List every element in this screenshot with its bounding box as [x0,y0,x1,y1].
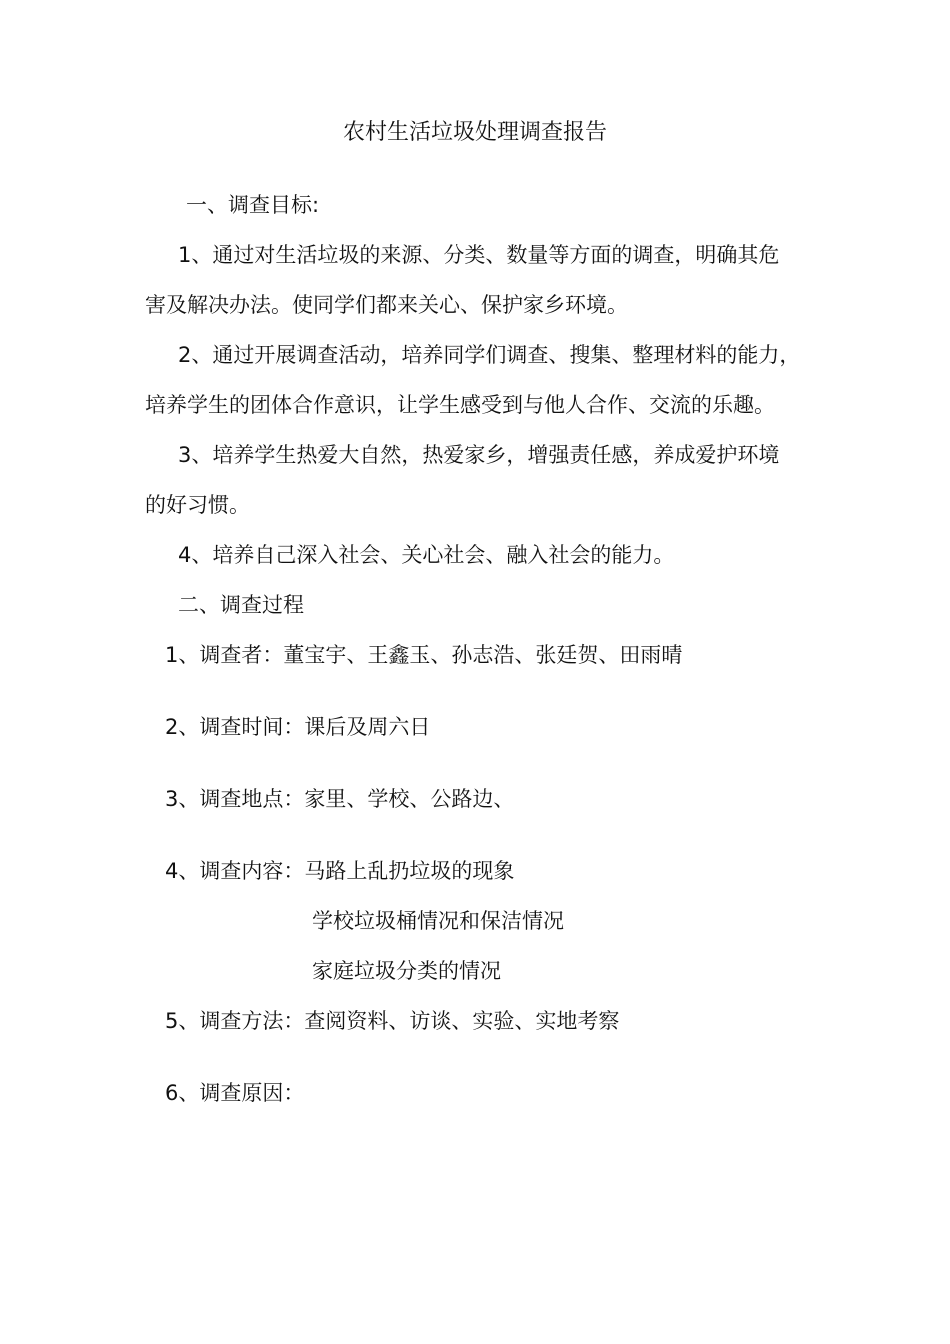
content-line2: 学校垃圾桶情况和保洁情况 [312,909,564,933]
content-line1: 4、调查内容：马路上乱扔垃圾的现象 [165,859,515,883]
section1-heading: 一、调查目标: [186,193,320,217]
goal1-line2: 害及解决办法。使同学们都来关心、保护家乡环境。 [145,293,628,317]
goal3-line1: 3、培养学生热爱大自然，热爱家乡，增强责任感，养成爱护环境 [178,443,780,467]
section2-heading: 二、调查过程 [178,593,304,617]
goal2-line2: 培养学生的团体合作意识，让学生感受到与他人合作、交流的乐趣。 [145,393,775,417]
goal1-line1: 1、通过对生活垃圾的来源、分类、数量等方面的调查，明确其危 [178,243,780,267]
investigators-line: 1、调查者：董宝宇、王鑫玉、孙志浩、张廷贺、田雨晴 [165,643,683,667]
place-line: 3、调查地点：家里、学校、公路边、 [165,787,515,811]
time-line: 2、调查时间：课后及周六日 [165,715,431,739]
document-title: 农村生活垃圾处理调查报告 [342,120,607,145]
reason-line: 6、调查原因： [165,1081,305,1105]
content-line3: 家庭垃圾分类的情况 [312,959,501,983]
goal4-line: 4、培养自己深入社会、关心社会、融入社会的能力。 [178,543,675,567]
goal2-line1: 2、通过开展调查活动，培养同学们调查、搜集、整理材料的能力， [178,343,801,367]
goal3-line2: 的好习惯。 [145,493,250,517]
method-line: 5、调查方法：查阅资料、访谈、实验、实地考察 [165,1009,620,1033]
